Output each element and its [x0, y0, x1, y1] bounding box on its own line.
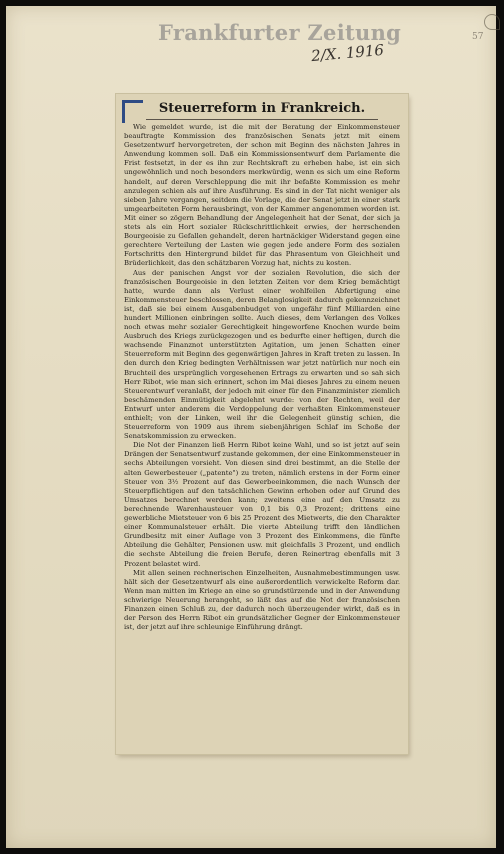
- article-paragraph-3: Die Not der Finanzen ließ Herrn Ribot keine Wahl, und so ist jetzt auf sein Drängen der Senatsentwurf zustande gekommen, der eine Einkommensteuer in sechs Abteilungen vorsieht. Von diesen sind drei bestimmt, an die Stelle der alten Gewerbesteuer („patente") zu treten, nämlich erstens in der Form einer Steuer von 3½ Prozent auf das Gewerbeeinkommen, die nach Wunsch der Steuerpflichtigen auf den tatsächlichen Gewinn erhoben oder auf Grund des Umsatzes berechnet werden kann; zweitens eine auf den Umsatz zu berechnende Warenhausteuer von 0,1 bis 0,3 Prozent; drittens eine gewerbliche Mietsteuer von 6 bis 25 Prozent des Mietwerts, die den Charakter einer Kommunalsteuer erhält. Die vierte Abteilung trifft den ländlichen Grundbesitz mit einer Auflage von 3 Prozent des Einkommens, die fünfte Abteilung die Gehälter, Pensionen usw. mit gleichfalls 3 Prozent, und endlich die sechste Abteilung die freien Berufe, deren Reinertrag ebenfalls mit 3 Prozent belastet wird.: [124, 441, 400, 568]
- newspaper-stamp: Frankfurter Zeitung: [158, 20, 402, 45]
- article-paragraph-1: Wie gemeldet wurde, ist die mit der Beratung der Einkommensteuer beauftragte Kommission des französischen Senats jetzt mit einem Gesetzentwurf hervorgetreten, der schon mit Beginn des nächsten Jahres in Anwendung kommen soll. Daß ein Kommissionsentwurf dem Parlamente die Frist festsetzt, in der es ihn zur Rechtskraft zu erheben habe, ist ein sich ungewöhnlich und noch besonders merkwürdig, wenn es sich um eine Reform handelt, auf deren Verschleppung die mit ihr befaßte Kommission es mehr anzulegen schien als auf ihre Ausführung. Es sind in der Tat nicht weniger als sieben Jahre vergangen, seitdem die Vorlage, die der Senat jetzt in einer stark umgearbeiteten Form herausbringt, von der Kammer angenommen worden ist. Mit einer so zögern Behandlung der Angelegenheit hat der Senat, der sich ja stets als ein Hort sozialer Rückschrittlichkeit erwies, der herrschenden Bourgeoisie zu Gefallen gehandelt, deren hartnäckiger Widerstand gegen eine gerechtere Verteilung der Lasten wie gegen jede andere Form des sozialen Fortschritts den Hintergrund bildet für das Phrasentum von Gleichheit und Brüderlichkeit, das den schätzbaren Vorzug hat, nichts zu kosten.: [124, 123, 400, 268]
- archive-sheet: [6, 6, 496, 848]
- article-paragraph-4: Mit allen seinen rechnerischen Einzelheiten, Ausnahmebestimmungen usw. hält sich der Gesetzentwurf als eine außerordentlich verwickelte Reform dar. Wenn man mitten im Kriege an eine so grundstürzende und in der Anwendung schwierige Neuerung herangeht, so läßt das auf die Not der französischen Finanzen einen Schluß zu, der dadurch noch überzeugender wirkt, daß es in der Person des Herrn Ribot ein grundsätzlicher Gegner der Einkommensteuer ist, der jetzt auf ihre schleunige Einführung drängt.: [124, 568, 400, 632]
- newspaper-clipping: [116, 94, 408, 754]
- archive-number: 57: [472, 32, 484, 42]
- handwritten-date: 2/X. 1916: [310, 40, 385, 66]
- article-paragraph-2: Aus der panischen Angst vor der sozialen Revolution, die sich der französischen Bourgeoisie in den letzten Zeiten vor dem Krieg bemächtigt hatte, wurde dann als Verlust einer wohlfeilen Abfertigung eine Einkommensteuer beschlossen, deren Belanglosigkeit dadurch gekennzeichnet ist, daß sie bei einem Ausgabenbudget von ungefähr fünf Milliarden eine hundert Millionen einbringen sollte. Auch dieses, dem Verlangen des Volkes noch etwas mehr sozialer Gerechtigkeit hingeworfene Knochen wurde beim Ausbruch des Kriegs zurückgezogen und es bedurfte einer heftigen, durch die wachsende Finanznot unterstützten Agitation, um jenen Schatten einer Steuerreform mit Beginn des gegenwärtigen Jahres in Kraft treten zu lassen. In den durch den Krieg bedingten Verhältnissen war jetzt natürlich nur noch ein Bruchteil des ursprünglich vorgesehenen Ertrags zu erwarten und so sah sich Herr Ribot, wie man sich erinnert, schon im Mai dieses Jahres zu einem neuen Steuerentwurf veranlaßt, der jedoch mit einer für den Finanzminister ziemlich beschämenden Einmütigkeit abgelehnt wurde: von der Rechten, weil der Entwurf unter anderem die Verdoppelung der verhaßten Einkommensteuer enthielt; von der Linken, weil ihr die Gelegenheit günstig schien, die Steuerreform von 1909 aus ihrem siebenjährigen Schlaf im Schoße der Senatskommission zu erwecken.: [124, 268, 400, 441]
- article-title: Steuerreform in Frankreich.: [158, 101, 366, 116]
- corner-curl: [484, 14, 500, 30]
- title-rule: [146, 119, 378, 120]
- article-body: [124, 123, 400, 745]
